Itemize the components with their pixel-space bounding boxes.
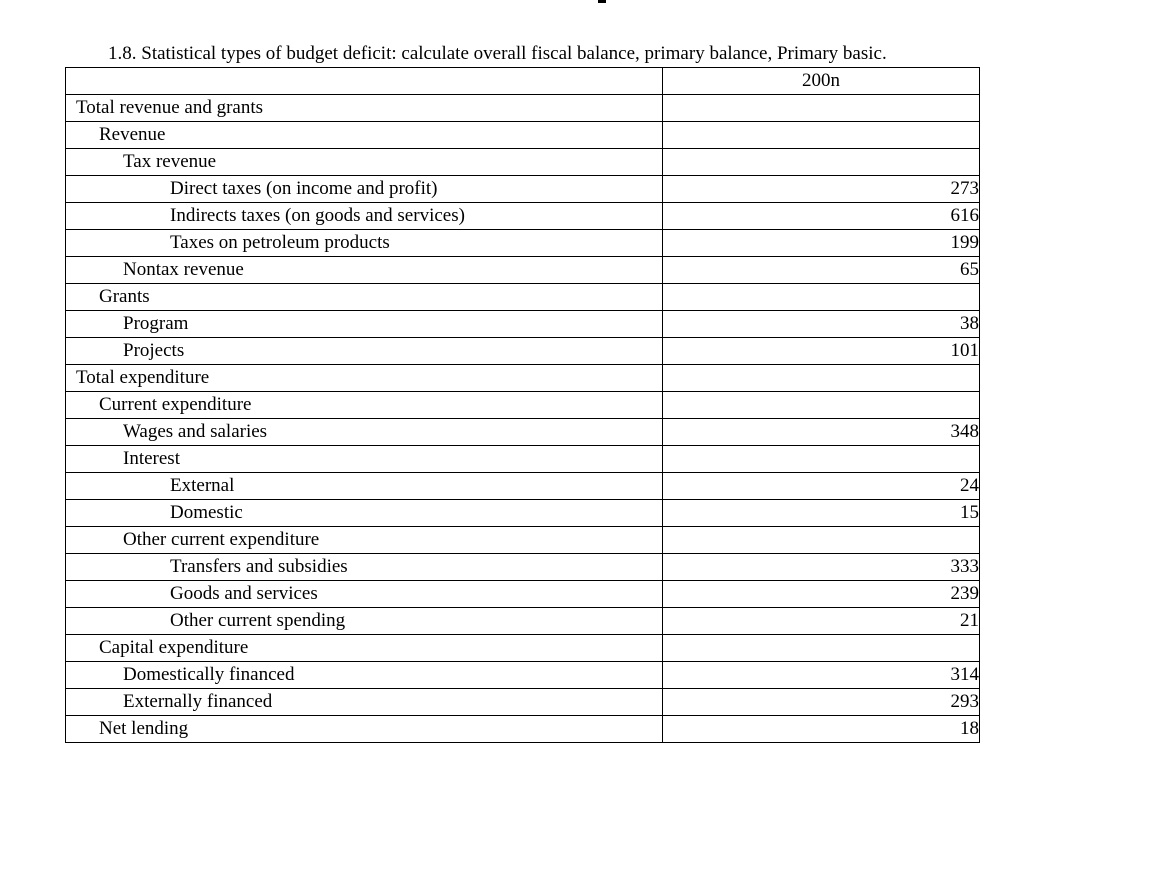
table-row [66, 95, 980, 122]
row-label: Net lending [66, 716, 663, 743]
budget-table [65, 67, 980, 743]
table-row [66, 527, 980, 554]
row-value: 273 [663, 176, 980, 203]
table-row [66, 554, 980, 581]
row-value: 101 [663, 338, 980, 365]
row-label: Transfers and subsidies [66, 554, 663, 581]
row-value [663, 446, 980, 473]
row-label: Wages and salaries [66, 419, 663, 446]
row-label: Other current expenditure [66, 527, 663, 554]
row-value: 333 [663, 554, 980, 581]
table-row [66, 581, 980, 608]
table-row [66, 338, 980, 365]
row-label: Domestically financed [66, 662, 663, 689]
row-label: Nontax revenue [66, 257, 663, 284]
row-value: 65 [663, 257, 980, 284]
row-label: Current expenditure [66, 392, 663, 419]
row-value [663, 95, 980, 122]
row-value [663, 392, 980, 419]
table-row [66, 311, 980, 338]
table-row [66, 608, 980, 635]
row-value: 348 [663, 419, 980, 446]
row-value: 314 [663, 662, 980, 689]
row-value [663, 527, 980, 554]
table-row [66, 689, 980, 716]
row-value [663, 365, 980, 392]
table-row [66, 500, 980, 527]
row-value: 21 [663, 608, 980, 635]
table-row [66, 176, 980, 203]
row-value: 199 [663, 230, 980, 257]
row-label: Direct taxes (on income and profit) [66, 176, 663, 203]
table-row [66, 635, 980, 662]
table-row [66, 716, 980, 743]
table-header-row [66, 68, 980, 95]
row-label: Total expenditure [66, 365, 663, 392]
row-value: 239 [663, 581, 980, 608]
row-label: Indirects taxes (on goods and services) [66, 203, 663, 230]
row-value: 18 [663, 716, 980, 743]
row-label: Other current spending [66, 608, 663, 635]
table-row [66, 257, 980, 284]
row-value [663, 284, 980, 311]
header-label-cell [66, 68, 663, 95]
row-value: 38 [663, 311, 980, 338]
column-header-200n: 200n [663, 68, 980, 95]
row-label: Projects [66, 338, 663, 365]
row-value: 616 [663, 203, 980, 230]
table-row [66, 365, 980, 392]
row-label: Externally financed [66, 689, 663, 716]
row-value: 293 [663, 689, 980, 716]
row-label: Revenue [66, 122, 663, 149]
row-label: Domestic [66, 500, 663, 527]
row-label: Taxes on petroleum products [66, 230, 663, 257]
table-row [66, 446, 980, 473]
table-row [66, 230, 980, 257]
table-row [66, 284, 980, 311]
page-top-mark [598, 0, 606, 3]
table-row [66, 203, 980, 230]
row-value [663, 635, 980, 662]
row-value: 24 [663, 473, 980, 500]
row-label: Interest [66, 446, 663, 473]
row-value [663, 149, 980, 176]
row-label: Program [66, 311, 663, 338]
row-label: Goods and services [66, 581, 663, 608]
row-value [663, 122, 980, 149]
row-label: Tax revenue [66, 149, 663, 176]
row-label: Grants [66, 284, 663, 311]
table-row [66, 392, 980, 419]
row-label: External [66, 473, 663, 500]
budget-table-body [66, 68, 980, 743]
table-row [66, 122, 980, 149]
table-row [66, 419, 980, 446]
table-row [66, 149, 980, 176]
exercise-heading: 1.8. Statistical types of budget deficit: calculate overall fiscal balance, primary balance, Primary basic. [108, 43, 887, 64]
row-value: 15 [663, 500, 980, 527]
table-row [66, 473, 980, 500]
row-label: Capital expenditure [66, 635, 663, 662]
table-row [66, 662, 980, 689]
row-label: Total revenue and grants [66, 95, 663, 122]
